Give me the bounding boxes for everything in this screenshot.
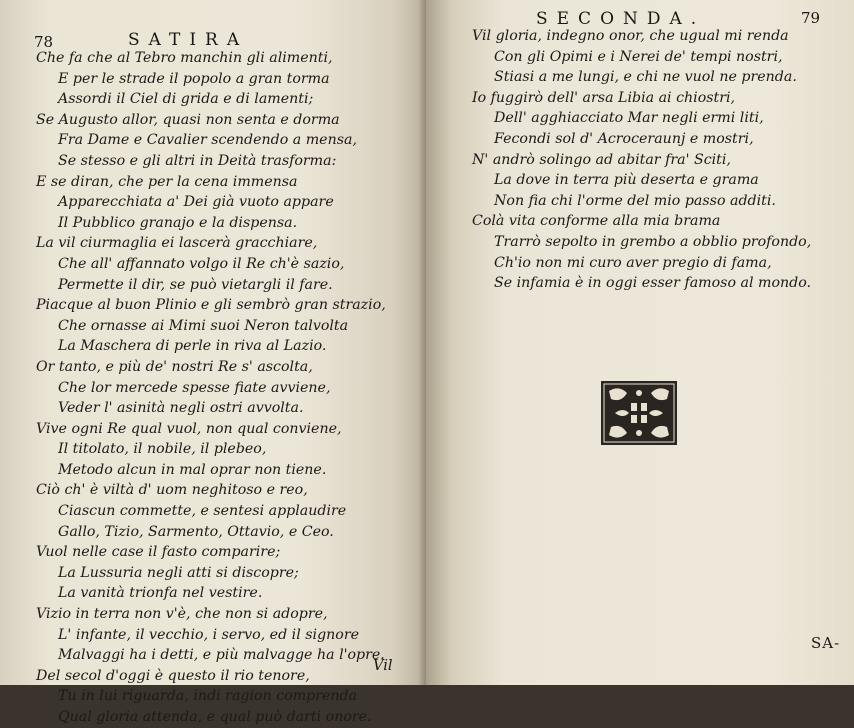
poem-line: Vizio in terra non v'è, che non si adopre,	[36, 606, 328, 623]
poem-line: Se Augusto allor, quasi non senta e dorma	[36, 111, 340, 128]
poem-line: Vive ogni Re qual vuol, non qual conviene,	[36, 420, 342, 437]
poem-line: Apparecchiata a' Dei già vuoto appare	[58, 194, 334, 211]
poem-line: Fecondi sol d' Acroceraunj e mostri,	[494, 130, 754, 147]
poem-line: Piacque al buon Plinio e gli sembrò gran strazio,	[36, 297, 386, 314]
poem-line: Il titolato, il nobile, il plebeo,	[58, 441, 267, 458]
poem-line: Che all' affannato volgo il Re ch'è sazio,	[58, 255, 345, 272]
right-page	[426, 0, 854, 685]
poem-lines-right	[472, 26, 811, 294]
catchword: Vil	[373, 658, 393, 674]
page-number: 79	[801, 9, 821, 27]
poem-line: Se stesso e gli altri in Deità trasforma:	[58, 152, 337, 169]
poem-line: Ciò ch' è viltà d' uom neghitoso e reo,	[36, 482, 308, 499]
poem-line: Con gli Opimi e i Nerei de' tempi nostri,	[494, 48, 783, 65]
poem-line: L' infante, il vecchio, i servo, ed il signore	[58, 626, 360, 643]
poem-line: La dove in terra più deserta e grama	[494, 172, 759, 189]
poem-line: Tu in lui riguarda, indi ragion comprenda	[58, 688, 358, 705]
running-header: SATIRA	[128, 30, 249, 50]
poem-line: Il Pubblico granajo e la dispensa.	[58, 214, 298, 231]
poem-line: Che lor mercede spesse fiate avviene,	[58, 379, 331, 396]
poem-line: Ciascun commette, e sentesi applaudire	[58, 503, 347, 520]
poem-line: La Lussuria negli atti si discopre;	[58, 564, 299, 581]
poem-line: Vuol nelle case il fasto comparire;	[36, 544, 281, 561]
poem-line: Assordi il Ciel di grida e di lamenti;	[58, 91, 314, 108]
poem-line: E se diran, che per la cena immensa	[36, 173, 298, 190]
left-page	[0, 0, 426, 725]
poem-line: N' andrò solingo ad abitar fra' Sciti,	[472, 151, 731, 168]
poem-line: Stiasi a me lungi, e chi ne vuol ne prenda.	[494, 69, 797, 86]
poem-line: Del secol d'oggi è questo il rio tenore,	[36, 667, 310, 684]
poem-line: Ch'io non mi curo aver pregio di fama,	[494, 254, 772, 271]
poem-line: Gallo, Tizio, Sarmento, Ottavio, e Ceo.	[58, 523, 334, 540]
poem-line: E per le strade il popolo a gran torma	[58, 70, 330, 87]
catchword: SA-	[811, 634, 841, 652]
running-header: SECONDA.	[536, 9, 706, 29]
poem-line: Qual gloria attenda, e qual può darti onore.	[58, 709, 372, 725]
poem-lines-left	[36, 48, 386, 728]
poem-line: Dell' agghiacciato Mar negli ermi liti,	[494, 110, 764, 127]
poem-line: Metodo alcun in mal oprar non tiene.	[58, 461, 327, 478]
poem-line: La vil ciurmaglia ei lascerà gracchiare,	[36, 235, 318, 252]
poem-line: Fra Dame e Cavalier scendendo a mensa,	[58, 132, 357, 149]
poem-line: Malvaggi ha i detti, e più malvagge ha l'opre.	[58, 647, 385, 664]
poem-line: Trarrò sepolto in grembo a obblio profondo,	[494, 233, 812, 250]
poem-line: Colà vita conforme alla mia brama	[472, 213, 721, 230]
poem-line: Veder l' asinità negli ostri avvolta.	[58, 400, 304, 417]
poem-line: Or tanto, e più de' nostri Re s' ascolta,	[36, 358, 313, 375]
poem-line: Che fa che al Tebro manchin gli alimenti,	[36, 50, 333, 66]
poem-line: La vanità trionfa nel vestire.	[58, 585, 263, 602]
page-number: 78	[34, 33, 54, 51]
printers-ornament	[601, 381, 677, 445]
poem-line: Vil gloria, indegno onor, che ugual mi renda	[472, 28, 789, 44]
poem-line: La Maschera di perle in riva al Lazio.	[58, 338, 327, 355]
poem-line: Che ornasse ai Mimi suoi Neron talvolta	[58, 317, 349, 334]
poem-line: Se infamia è in oggi esser famoso al mondo.	[494, 275, 812, 292]
poem-line: Permette il dir, se può vietargli il fare.	[58, 276, 333, 293]
poem-line: Non fia chi l'orme del mio passo additi.	[494, 192, 776, 209]
poem-line: Io fuggirò dell' arsa Libia ai chiostri,	[472, 89, 736, 106]
